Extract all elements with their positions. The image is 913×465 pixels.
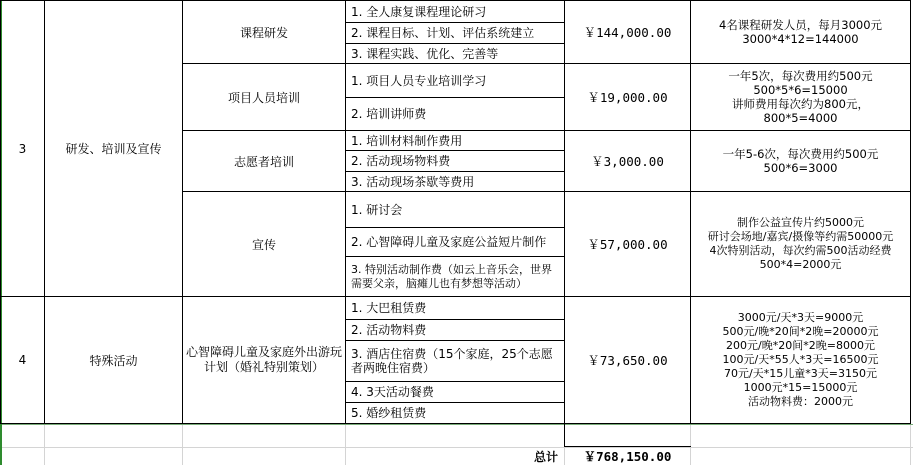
note-cell: 3000元/天*3天=9000元 500元/晚*20间*2晚=20000元 200元/晚*20间*2晚=8000元 100元/天*55人*3天=16500元 70元/天*15儿童*3天=3150元 1000元*15=15000元 活动物料费：2000元 (722, 311, 879, 408)
item-cell: 2. 心智障碍儿童及家庭公益短片制作 (351, 235, 547, 249)
amount-cell: ￥19,000.00 (587, 90, 668, 105)
item-cell: 1. 项目人员专业培训学习 (351, 73, 487, 88)
amount-cell: ￥144,000.00 (583, 25, 672, 40)
total-amount: ￥768,150.00 (583, 449, 672, 464)
row-number: 3 (18, 141, 27, 156)
item-cell: 1. 培训材料制作费用 (351, 133, 463, 148)
item-cell: 5. 婚纱租赁费 (351, 406, 427, 420)
item-cell: 3. 活动现场茶歇等费用 (351, 174, 475, 189)
subcategory-cell: 心智障碍儿童及家庭外出游玩计划（婚礼特别策划） (185, 345, 342, 374)
item-cell: 3. 课程实践、优化、完善等 (351, 46, 499, 61)
amount-cell: ￥73,650.00 (587, 353, 668, 368)
item-cell: 3. 特别活动制作费（如云上音乐会，世界需要父亲，脑瘫儿也有梦想等活动） (351, 262, 552, 290)
item-cell: 2. 活动物料费 (351, 323, 427, 337)
amount-cell: ￥57,000.00 (587, 237, 668, 252)
subcategory-cell: 课程研发 (239, 25, 288, 40)
item-cell: 2. 培训讲师费 (351, 107, 427, 121)
item-cell: 1. 全人康复课程理论研习 (351, 4, 487, 19)
note-cell: 制作公益宣传片约5000元 研讨会场地/嘉宾/摄像等约需50000元 4次特别活动，每次约需500活动经费 500*4=2000元 (707, 216, 894, 271)
item-cell: 1. 研讨会 (351, 202, 403, 217)
item-cell: 4. 3天活动餐费 (351, 385, 434, 399)
note-cell: 4名课程研发人员，每月3000元 3000*4*12=144000 (718, 18, 883, 46)
category-cell: 研发、培训及宣传 (65, 142, 162, 156)
subcategory-cell: 宣传 (251, 237, 276, 252)
total-label: 总计 (533, 449, 558, 464)
item-cell: 3. 酒店住宿费（15个家庭，25个志愿者两晚住宿费） (351, 347, 553, 375)
item-cell: 2. 活动现场物料费 (351, 154, 451, 168)
subcategory-cell: 志愿者培训 (233, 154, 294, 169)
category-cell: 特殊活动 (89, 353, 138, 368)
row-number: 4 (18, 353, 27, 367)
item-cell: 2. 课程目标、计划、评估系统建立 (351, 26, 535, 40)
amount-cell: ￥3,000.00 (591, 154, 664, 169)
note-cell: 一年5-6次，每次费用约500元 500*6=3000 (722, 147, 879, 175)
note-cell: 一年5次，每次费用约500元 500*5*6=15000 讲师费用每次约为800元， 800*5=4000 (728, 69, 873, 125)
subcategory-cell: 项目人员培训 (227, 90, 300, 105)
item-cell: 1. 大巴租赁费 (351, 301, 427, 315)
